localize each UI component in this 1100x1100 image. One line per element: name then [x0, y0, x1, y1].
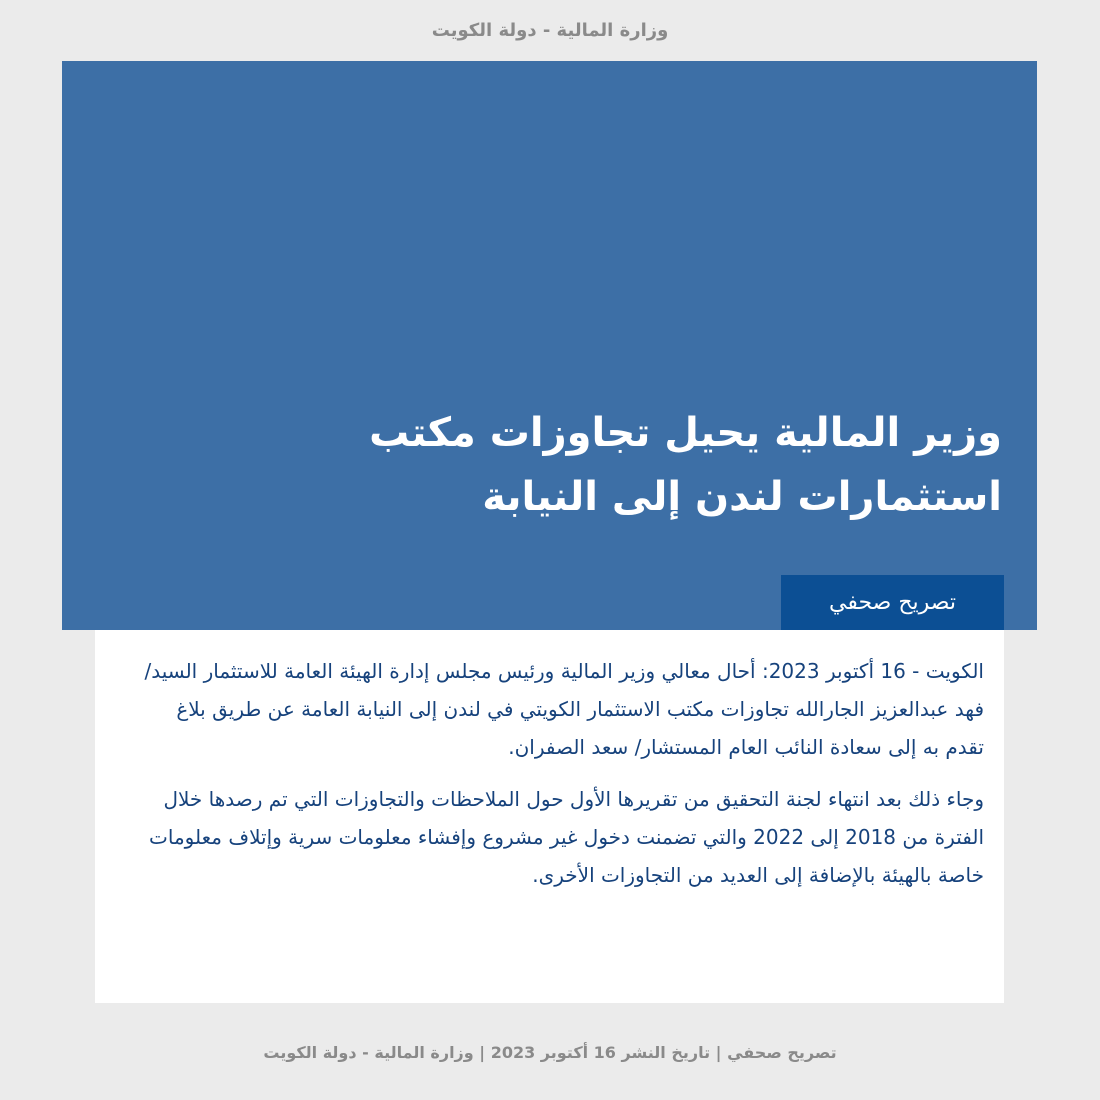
article-body-card [95, 630, 1004, 1003]
headline [322, 401, 1002, 529]
headline-line-2: استثمارات لندن إلى النيابة [482, 474, 1002, 520]
press-release-badge: تصريح صحفي [781, 575, 1004, 630]
article-paragraph-2: وجاء ذلك بعد انتهاء لجنة التحقيق من تقريرها الأول حول الملاحظات والتجاوزات التي تم رصدها خلال الفترة من 2018 إلى 2022 والتي تضمنت دخول غير مشروع وإفشاء معلومات سرية وإتلاف معلومات خاصة بالهيئة بالإضافة إلى العديد من التجاوزات الأخرى. [149, 787, 984, 887]
ministry-header-label: وزارة المالية - دولة الكويت [431, 20, 669, 41]
article-paragraph-1: الكويت - 16 أكتوبر 2023: أحال معالي وزير المالية ورئيس مجلس إدارة الهيئة العامة للاستثمار السيد/ فهد عبدالعزيز الجارالله تجاوزات مكتب الاستثمار الكويتي في لندن إلى النيابة العامة عن طريق بلاغ تقدم به إلى سعادة النائب العام المستشار/ سعد الصفران. [144, 659, 984, 759]
headline-line-1: وزير المالية يحيل تجاوزات مكتب [369, 410, 1002, 456]
hero-banner [62, 61, 1037, 630]
footer-caption: تصريح صحفي | تاريخ النشر 16 أكتوبر 2023 | وزارة المالية - دولة الكويت [263, 1043, 837, 1062]
